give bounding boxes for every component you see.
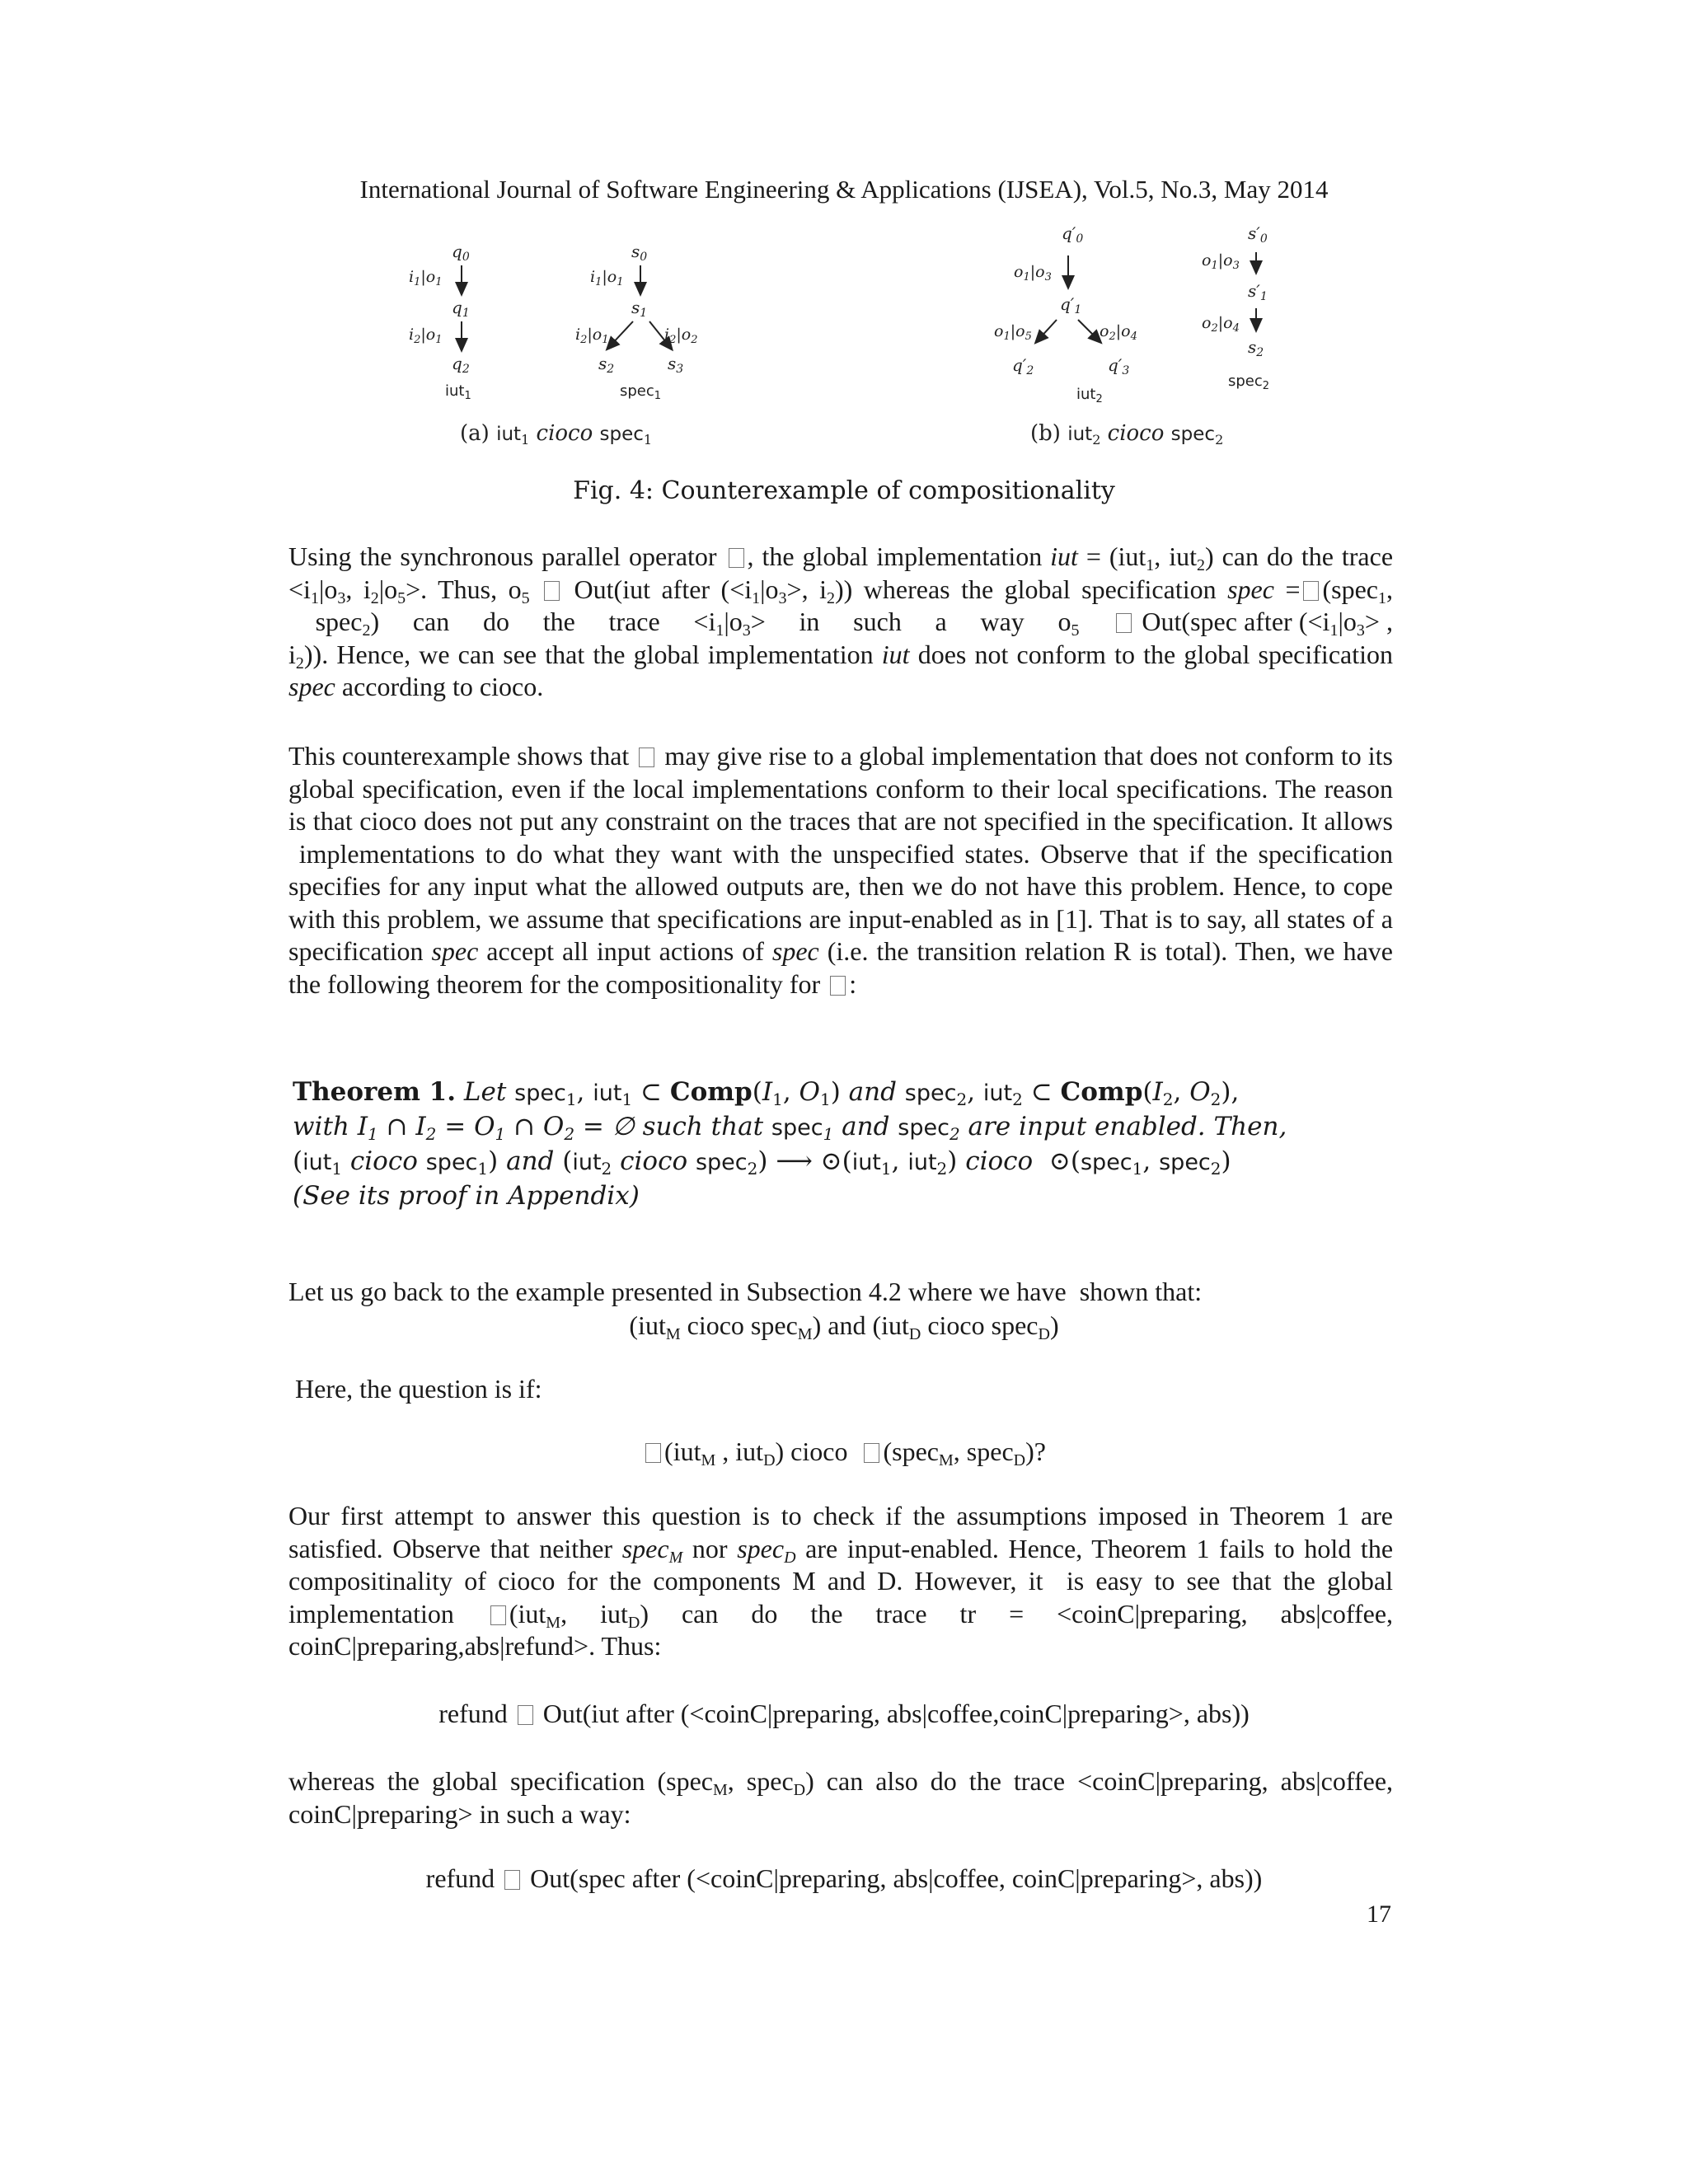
operator-glyph — [645, 1443, 661, 1463]
iut1-state-q2: $q_2$ — [452, 354, 470, 376]
paragraph-1: Using the synchronous parallel operator , the global implementation iut = (iut$_1$, iut$_2$) can do the trace $<i_1|o_3$, $i_2|o_5>$. Thus, $o_5$ Out(iut after ($<i_1|o_3>$, $i_2$)) whereas the global specification spec = (spec$_1$, spec$_2$) can do the trace $<i_1|o_3>$ in such a way $o_5$ Out(spec after ($<i_1|o_3>$ , $i_2$)). Hence, we can see that the global implementation iut does not conform to the global specification spec according to cioco. — [288, 541, 1394, 701]
iut1-state-q0: $q_0$ — [452, 241, 470, 264]
iut2-graph — [994, 223, 1137, 405]
element-of-glyph — [544, 581, 560, 601]
iut1-edge-2: $i_2|o_1$ — [409, 326, 443, 346]
theorem-line-2: with $I_1$ ∩ $I_2 = O_1$ ∩ $O_2$ = ∅ such that spec$_1$ and spec$_2$ are input enabled. Then, — [293, 1112, 1287, 1144]
spec2-state-s1: $s'_1$ — [1248, 281, 1268, 303]
spec1-edge-1: $i_1|o_1$ — [590, 268, 624, 288]
paragraph-2: This counterexample shows that may give rise to a global implementation that does not conform to its global specification, even if the local implementations conform to their local specifications. The reason is that cioco does not put any constraint on the traces that are not specified in the specification. It allows implementations to do what they want with the unspecified states. Observe that if the specification specifies for any input what the allowed outputs are, then we do not have this problem. Hence, to cope with this problem, we assume that specifications are input-enabled as in [1]. That is to say, all states of a specification spec accept all input actions of spec (i.e. the transition relation R is total). Then, we have the following theorem for the compositionality for : — [288, 741, 1394, 999]
page-number: 17 — [1367, 1900, 1391, 1928]
theorem-line-4: (See its proof in Appendix) — [293, 1181, 640, 1211]
spec1-state-s3: $s_3$ — [668, 354, 684, 376]
display-3: refund Out(iut after (<coinC|preparing, abs|coffee,coinC|preparing>, abs)) — [438, 1699, 1250, 1728]
display-4: refund Out(spec after (<coinC|preparing, abs|coffee, coinC|preparing>, abs)) — [425, 1863, 1263, 1893]
theorem-line-3: (iut$_1$ cioco spec$_1$) and (iut$_2$ cioco spec$_2$) ⟶ ⊙(iut$_1$, iut$_2$) cioco ⊙(spec$_1$, spec$_2$) — [293, 1146, 1231, 1179]
display-1: (iut$_M$ cioco spec$_M$) and (iut$_D$ cioco spec$_D$) — [629, 1310, 1059, 1343]
figure-caption: Fig. 4: Counterexample of compositionality — [573, 476, 1115, 505]
iut2-edge-3: $o_2|o_4$ — [1100, 322, 1137, 343]
operator-glyph — [864, 1443, 879, 1463]
paragraph-5: Our first attempt to answer this question is to check if the assumptions imposed in Theorem 1 are satisfied. Observe that neither spec$_M$ nor spec$_D$ are input-enabled. Hence, Theorem 1 fails to hold the compositinality of cioco for the components M and D. However, it is easy to see that the global implementation (iut$_M$, iut$_D$) can do the trace tr = <coinC|preparing, abs|coffee, coinC|preparing,abs|refund>. Thus: — [288, 1501, 1394, 1661]
iut2-state-q3: $q'_3$ — [1108, 355, 1130, 377]
iut2-state-q2: $q'_2$ — [1012, 355, 1034, 377]
figure-4 — [330, 223, 1352, 519]
display-2: (iut$_M$ , iut$_D$) cioco (spec$_M$, spec$_D$)? — [0, 1436, 1688, 1467]
iut2-edge-2: $o_1|o_5$ — [994, 322, 1032, 343]
spec1-state-s1: $s_1$ — [631, 298, 648, 320]
operator-glyph — [639, 748, 654, 767]
iut1-edge-1: $i_1|o_1$ — [409, 268, 443, 288]
iut2-state-q1: $q'_1$ — [1060, 294, 1082, 316]
operator-glyph — [1303, 581, 1319, 601]
not-element-of-glyph — [504, 1870, 520, 1890]
spec2-edge-1: $o_1|o_3$ — [1202, 251, 1240, 272]
spec2-name: spec$_2$ — [1228, 373, 1270, 392]
iut2-edge-1: $o_1|o_3$ — [1014, 263, 1052, 284]
theorem-line-1: Theorem 1. Let spec$_1$, iut$_1$ ⊂ $Comp(I_1$, $O_1$) and spec$_2$, iut$_2$ ⊂ $Comp(I_2$, $O_2$), — [293, 1077, 1240, 1109]
paragraph-4: Here, the question is if: — [295, 1374, 542, 1404]
operator-glyph — [830, 976, 846, 996]
iut2-name: iut$_2$ — [1076, 386, 1103, 405]
spec1-edge-2: $i_2|o_1$ — [575, 326, 609, 346]
iut2-state-q0: $q'_0$ — [1062, 223, 1084, 246]
theorem-label: Theorem 1. — [293, 1077, 457, 1107]
paragraph-3: Let us go back to the example presented in Subsection 4.2 where we have shown that: — [288, 1277, 1203, 1306]
spec1-graph — [575, 241, 697, 402]
operator-glyph — [490, 1605, 506, 1625]
subcaption-b: (b) iut2 cioco spec2 — [1030, 421, 1224, 448]
iut1-state-q1: $q_1$ — [452, 298, 470, 320]
element-of-glyph — [518, 1705, 533, 1725]
spec1-state-s0: $s_0$ — [631, 241, 648, 264]
spec1-edge-3: $i_2|o_2$ — [664, 326, 698, 346]
spec2-state-s0: $s'_0$ — [1248, 223, 1268, 246]
not-element-of-glyph — [1116, 613, 1132, 633]
spec2-state-s2: $s_2$ — [1248, 337, 1264, 359]
spec2-graph — [1202, 223, 1269, 392]
running-header: International Journal of Software Engineering & Applications (IJSEA), Vol.5, No.3, May 2014 — [359, 175, 1329, 204]
theorem-1 — [293, 1076, 1389, 1212]
subcaption-a: (a) iut1 cioco spec1 — [460, 421, 653, 448]
paragraph-6: whereas the global specification (spec$_M$, spec$_D$) can also do the trace <coinC|preparing, abs|coffee, coinC|preparing> in such a way: — [288, 1766, 1394, 1829]
spec1-state-s2: $s_2$ — [598, 354, 615, 376]
iut1-graph — [409, 241, 471, 402]
spec2-edge-2: $o_2|o_4$ — [1202, 314, 1240, 335]
iut1-name: iut$_1$ — [445, 382, 471, 402]
spec1-name: spec$_1$ — [620, 382, 662, 402]
operator-glyph — [729, 548, 744, 568]
